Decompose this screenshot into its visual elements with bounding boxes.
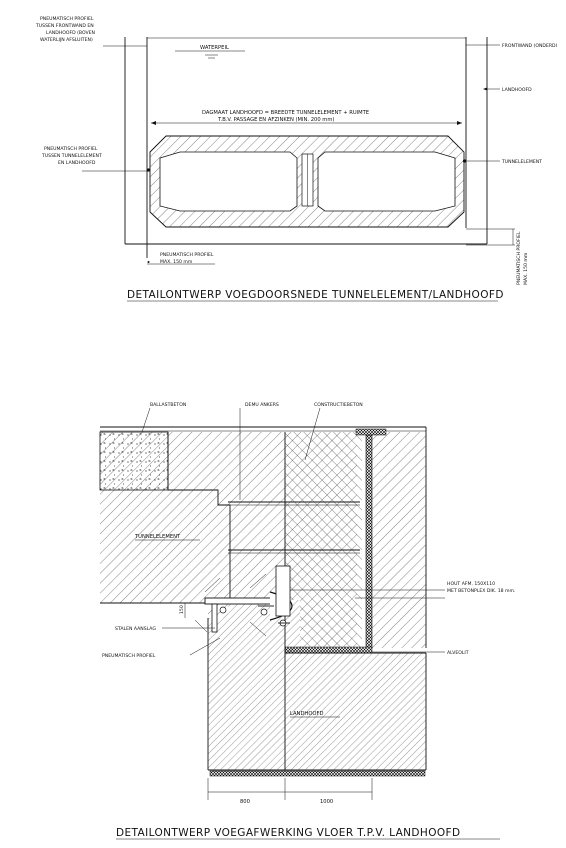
label-hout-1: HOUT AFM. 150X110 bbox=[447, 582, 496, 587]
label-dagmaat-1: DAGMAAT LANDHOOFD = BREEDTE TUNNELELEMENT + RUIMTE bbox=[202, 110, 370, 116]
joint-strip bbox=[366, 435, 372, 648]
dim-150: 150 bbox=[180, 605, 185, 614]
label-stalen-aanslag: STALEN AANSLAG bbox=[115, 627, 156, 632]
label-pneu-vert-2: MAX. 150 mm bbox=[524, 252, 529, 285]
label-waterpeil: WATERPEIL bbox=[200, 45, 229, 51]
label-pneu-frontwand-2: TUSSEN FRONTWAND EN bbox=[36, 24, 94, 29]
label-dagmaat-2: T.B.V. PASSAGE EN AFZINKEN (MIN. 200 mm) bbox=[218, 117, 335, 123]
bottom-section-drawing bbox=[100, 402, 515, 839]
label-pneu-frontwand-1: PNEUMATISCH PROFIEL bbox=[40, 17, 94, 22]
ballastbeton-area bbox=[100, 432, 168, 490]
label-pneu-tunnel-2: TUSSEN TUNNELELEMENT bbox=[42, 154, 102, 159]
label-landhoofd: LANDHOOFD bbox=[290, 711, 324, 717]
label-alveolit: ALVEOLIT bbox=[447, 651, 469, 656]
label-hout-2: MET BETONPLEX DIK. 18 mm. bbox=[447, 589, 516, 594]
dim-1000: 1000 bbox=[320, 799, 334, 805]
top-drawing-title: DETAILONTWERP VOEGDOORSNEDE TUNNELELEMENT/LANDHOOFD bbox=[127, 289, 504, 301]
label-ballastbeton: BALLASTBETON bbox=[150, 403, 187, 408]
dim-800: 800 bbox=[240, 799, 250, 805]
top-section-drawing bbox=[35, 16, 557, 301]
label-pneu-bottom-1: PNEUMATISCH PROFIEL bbox=[160, 253, 214, 258]
label-pneu-frontwand-3: LANDHOOFD (BOVEN bbox=[46, 31, 95, 36]
label-tunnelelement-top: TUNNELELEMENT bbox=[502, 160, 542, 165]
label-pneumatisch-profiel: PNEUMATISCH PROFIEL bbox=[102, 654, 156, 659]
label-pneu-tunnel-3: EN LANDHOOFD bbox=[58, 161, 96, 166]
label-frontwand: FRONTWAND (ONDERDI bbox=[502, 44, 557, 49]
label-pneu-vert-1: PNEUMATISCH PROFIEL bbox=[517, 231, 522, 285]
label-pneu-bottom-2: MAX. 150 mm bbox=[160, 260, 193, 265]
label-tunnelelement: TUNNELELEMENT bbox=[135, 534, 181, 540]
label-pneu-tunnel-1: PNEUMATISCH PROFIEL bbox=[44, 147, 98, 152]
label-constructiebeton: CONSTRUCTIEBETON bbox=[314, 403, 363, 408]
label-demu-ankers: DEMU ANKERS bbox=[245, 403, 279, 408]
label-pneu-frontwand-4: WATERLIJN AFSLUITEN) bbox=[40, 38, 93, 43]
bottom-drawing-title: DETAILONTWERP VOEGAFWERKING VLOER T.P.V. LANDHOOFD bbox=[116, 827, 461, 839]
label-landhoofd-top: LANDHOOFD bbox=[502, 88, 532, 93]
